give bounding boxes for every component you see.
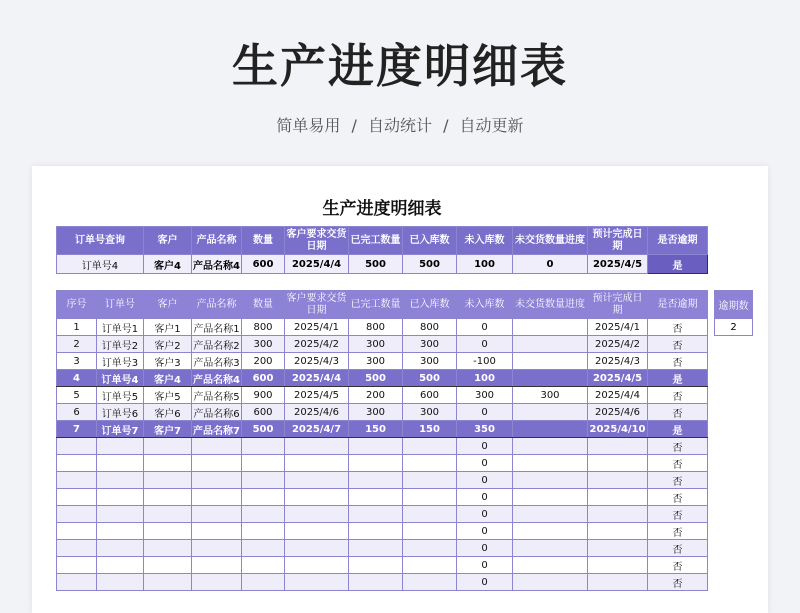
- table-cell[interactable]: [97, 523, 144, 540]
- table-row: [57, 370, 708, 387]
- table-cell[interactable]: 否: [648, 438, 708, 455]
- table-cell[interactable]: 3: [57, 353, 97, 370]
- table-row: [57, 404, 708, 421]
- table-row: [57, 540, 708, 557]
- table-cell[interactable]: [242, 540, 285, 557]
- table-cell[interactable]: 0: [457, 336, 513, 353]
- table-cell[interactable]: [403, 557, 457, 574]
- table-row: [57, 472, 708, 489]
- table-cell[interactable]: 否: [648, 540, 708, 557]
- table-cell[interactable]: [513, 421, 588, 438]
- table-cell[interactable]: 客户4: [144, 370, 192, 387]
- order-query-table: [56, 226, 708, 274]
- table-cell[interactable]: 200: [242, 353, 285, 370]
- query-result-row: [57, 255, 708, 274]
- table-cell[interactable]: [403, 472, 457, 489]
- table-cell[interactable]: 600: [242, 370, 285, 387]
- table-cell[interactable]: [57, 489, 97, 506]
- table-cell[interactable]: [144, 455, 192, 472]
- table-cell[interactable]: [349, 506, 403, 523]
- table-cell[interactable]: 5: [57, 387, 97, 404]
- table-row: [57, 523, 708, 540]
- table-header-cell: 序号: [57, 291, 97, 319]
- table-cell[interactable]: 350: [457, 421, 513, 438]
- table-cell[interactable]: [285, 472, 349, 489]
- query-header-cell: 数量: [242, 227, 285, 255]
- table-cell[interactable]: 2025/4/2: [285, 336, 349, 353]
- table-cell[interactable]: [57, 557, 97, 574]
- table-cell[interactable]: 150: [403, 421, 457, 438]
- table-cell[interactable]: [285, 557, 349, 574]
- table-cell[interactable]: [192, 506, 242, 523]
- table-cell[interactable]: [242, 523, 285, 540]
- table-cell[interactable]: [349, 557, 403, 574]
- table-cell[interactable]: [513, 353, 588, 370]
- table-header-cell: 是否逾期: [648, 291, 708, 319]
- table-cell[interactable]: 订单号6: [97, 404, 144, 421]
- table-cell[interactable]: 2025/4/3: [588, 353, 648, 370]
- table-cell[interactable]: [588, 557, 648, 574]
- table-cell[interactable]: [97, 438, 144, 455]
- table-cell[interactable]: [403, 506, 457, 523]
- overdue-count-label: 逾期数: [715, 291, 753, 319]
- table-cell[interactable]: [57, 523, 97, 540]
- table-cell[interactable]: 0: [457, 557, 513, 574]
- query-overdue-cell: 是: [648, 255, 708, 274]
- query-cell: 600: [242, 255, 285, 274]
- table-cell[interactable]: 产品名称1: [192, 319, 242, 336]
- table-cell[interactable]: 4: [57, 370, 97, 387]
- table-cell[interactable]: 产品名称5: [192, 387, 242, 404]
- table-cell[interactable]: 订单号2: [97, 336, 144, 353]
- table-cell[interactable]: [513, 455, 588, 472]
- overdue-count-table: [714, 290, 753, 336]
- table-row: [57, 336, 708, 353]
- table-cell[interactable]: 300: [403, 404, 457, 421]
- table-cell[interactable]: [513, 319, 588, 336]
- table-cell[interactable]: 0: [457, 404, 513, 421]
- table-cell[interactable]: 200: [349, 387, 403, 404]
- table-cell[interactable]: [588, 472, 648, 489]
- table-row: [57, 557, 708, 574]
- table-cell[interactable]: [144, 540, 192, 557]
- table-cell[interactable]: [588, 540, 648, 557]
- table-cell[interactable]: [57, 472, 97, 489]
- table-cell[interactable]: 客户2: [144, 336, 192, 353]
- table-cell[interactable]: [403, 523, 457, 540]
- table-row: [57, 438, 708, 455]
- query-cell: 产品名称4: [192, 255, 242, 274]
- table-header-cell: 产品名称: [192, 291, 242, 319]
- table-cell[interactable]: [97, 489, 144, 506]
- table-cell[interactable]: [57, 574, 97, 591]
- table-cell[interactable]: 900: [242, 387, 285, 404]
- table-cell[interactable]: 订单号1: [97, 319, 144, 336]
- table-cell[interactable]: [144, 523, 192, 540]
- table-cell[interactable]: 否: [648, 506, 708, 523]
- table-cell[interactable]: 客户6: [144, 404, 192, 421]
- table-header-cell: 预计完成日期: [588, 291, 648, 319]
- table-cell[interactable]: [403, 489, 457, 506]
- table-cell[interactable]: [588, 523, 648, 540]
- table-cell[interactable]: 150: [349, 421, 403, 438]
- table-header-cell: 已完工数量: [349, 291, 403, 319]
- table-cell[interactable]: 600: [242, 404, 285, 421]
- table-cell[interactable]: [285, 523, 349, 540]
- query-header-cell: 客户要求交货日期: [285, 227, 349, 255]
- table-cell[interactable]: 否: [648, 404, 708, 421]
- table-cell[interactable]: 2025/4/7: [285, 421, 349, 438]
- table-cell[interactable]: [513, 489, 588, 506]
- table-cell[interactable]: 300: [242, 336, 285, 353]
- table-cell[interactable]: [588, 574, 648, 591]
- table-cell[interactable]: 否: [648, 557, 708, 574]
- table-cell[interactable]: [192, 557, 242, 574]
- table-cell[interactable]: [513, 336, 588, 353]
- table-cell[interactable]: 2025/4/3: [285, 353, 349, 370]
- table-cell[interactable]: [192, 574, 242, 591]
- table-cell[interactable]: 300: [513, 387, 588, 404]
- table-cell[interactable]: 1: [57, 319, 97, 336]
- table-cell[interactable]: 0: [457, 455, 513, 472]
- table-cell[interactable]: 否: [648, 319, 708, 336]
- table-cell[interactable]: [588, 489, 648, 506]
- table-cell[interactable]: [513, 370, 588, 387]
- table-cell[interactable]: [513, 574, 588, 591]
- table-cell[interactable]: 2025/4/5: [285, 387, 349, 404]
- query-cell: 500: [349, 255, 403, 274]
- query-cell: 客户4: [144, 255, 192, 274]
- query-cell: 2025/4/5: [588, 255, 648, 274]
- table-cell[interactable]: 100: [457, 370, 513, 387]
- query-header-cell: 预计完成日期: [588, 227, 648, 255]
- table-cell[interactable]: 产品名称7: [192, 421, 242, 438]
- table-cell[interactable]: 2025/4/4: [285, 370, 349, 387]
- table-row: [57, 489, 708, 506]
- table-cell[interactable]: [242, 574, 285, 591]
- query-cell: 500: [403, 255, 457, 274]
- table-cell[interactable]: 订单号4: [97, 370, 144, 387]
- table-cell[interactable]: [242, 455, 285, 472]
- table-cell[interactable]: [144, 506, 192, 523]
- table-cell[interactable]: 300: [349, 336, 403, 353]
- table-cell[interactable]: 300: [349, 404, 403, 421]
- query-cell: 100: [457, 255, 513, 274]
- table-header-cell: 客户要求交货日期: [285, 291, 349, 319]
- table-cell[interactable]: 2025/4/6: [588, 404, 648, 421]
- query-header-cell: 订单号查询: [57, 227, 144, 255]
- table-cell[interactable]: [97, 540, 144, 557]
- table-cell[interactable]: [588, 455, 648, 472]
- table-cell[interactable]: 2025/4/1: [285, 319, 349, 336]
- table-cell[interactable]: [285, 455, 349, 472]
- table-cell[interactable]: 客户3: [144, 353, 192, 370]
- table-cell[interactable]: [57, 455, 97, 472]
- table-cell[interactable]: 6: [57, 404, 97, 421]
- table-cell[interactable]: 客户7: [144, 421, 192, 438]
- table-cell[interactable]: [349, 540, 403, 557]
- table-cell[interactable]: [403, 455, 457, 472]
- table-row: [57, 387, 708, 404]
- table-cell[interactable]: [349, 523, 403, 540]
- table-cell[interactable]: [97, 557, 144, 574]
- table-cell[interactable]: 0: [457, 506, 513, 523]
- table-row: [57, 574, 708, 591]
- table-header-cell: 客户: [144, 291, 192, 319]
- table-cell[interactable]: [403, 574, 457, 591]
- table-cell[interactable]: [242, 557, 285, 574]
- table-cell[interactable]: -100: [457, 353, 513, 370]
- table-row: [57, 421, 708, 438]
- table-cell[interactable]: 600: [403, 387, 457, 404]
- table-cell[interactable]: [513, 540, 588, 557]
- table-cell[interactable]: [57, 438, 97, 455]
- table-cell[interactable]: 否: [648, 387, 708, 404]
- table-cell[interactable]: [513, 404, 588, 421]
- table-row: [57, 353, 708, 370]
- table-cell[interactable]: [97, 455, 144, 472]
- query-header-cell: 客户: [144, 227, 192, 255]
- table-cell[interactable]: 否: [648, 574, 708, 591]
- table-cell[interactable]: 300: [457, 387, 513, 404]
- table-header-cell: 已入库数: [403, 291, 457, 319]
- table-cell[interactable]: [349, 489, 403, 506]
- table-cell[interactable]: [97, 574, 144, 591]
- table-cell[interactable]: [513, 472, 588, 489]
- spreadsheet-sheet: [32, 166, 768, 613]
- table-cell[interactable]: 0: [457, 489, 513, 506]
- table-cell[interactable]: [285, 438, 349, 455]
- table-cell[interactable]: 2025/4/10: [588, 421, 648, 438]
- table-cell[interactable]: [192, 523, 242, 540]
- table-cell[interactable]: 否: [648, 523, 708, 540]
- table-cell[interactable]: 800: [403, 319, 457, 336]
- table-cell[interactable]: 500: [349, 370, 403, 387]
- table-row: [57, 455, 708, 472]
- page-subtitle: 简单易用 / 自动统计 / 自动更新: [276, 116, 524, 135]
- table-cell[interactable]: [242, 472, 285, 489]
- table-cell[interactable]: 否: [648, 489, 708, 506]
- table-cell[interactable]: [403, 438, 457, 455]
- table-cell[interactable]: [285, 489, 349, 506]
- table-cell[interactable]: 是: [648, 421, 708, 438]
- table-cell[interactable]: 2025/4/5: [588, 370, 648, 387]
- table-cell[interactable]: 订单号7: [97, 421, 144, 438]
- table-header-cell: 数量: [242, 291, 285, 319]
- query-header-cell: 已入库数: [403, 227, 457, 255]
- table-cell[interactable]: 0: [457, 540, 513, 557]
- table-cell[interactable]: 0: [457, 319, 513, 336]
- table-cell[interactable]: 2025/4/2: [588, 336, 648, 353]
- table-cell[interactable]: [192, 472, 242, 489]
- table-cell[interactable]: [144, 472, 192, 489]
- table-row: [57, 319, 708, 336]
- table-row: [57, 506, 708, 523]
- query-header-cell: 是否逾期: [648, 227, 708, 255]
- table-cell[interactable]: [144, 557, 192, 574]
- table-cell[interactable]: 产品名称4: [192, 370, 242, 387]
- table-cell[interactable]: 2025/4/6: [285, 404, 349, 421]
- table-cell[interactable]: 否: [648, 353, 708, 370]
- table-cell[interactable]: 300: [403, 353, 457, 370]
- table-cell[interactable]: [285, 540, 349, 557]
- table-header-cell: 订单号: [97, 291, 144, 319]
- table-cell[interactable]: 500: [403, 370, 457, 387]
- table-cell[interactable]: 0: [457, 472, 513, 489]
- table-cell[interactable]: [97, 506, 144, 523]
- table-cell[interactable]: 2025/4/4: [588, 387, 648, 404]
- table-cell[interactable]: [285, 574, 349, 591]
- query-header-cell: 未入库数: [457, 227, 513, 255]
- table-cell[interactable]: 是: [648, 370, 708, 387]
- table-cell[interactable]: [242, 438, 285, 455]
- table-cell[interactable]: 2025/4/1: [588, 319, 648, 336]
- order-query-input[interactable]: 订单号4: [57, 255, 144, 274]
- table-cell[interactable]: 订单号5: [97, 387, 144, 404]
- table-cell[interactable]: 800: [349, 319, 403, 336]
- table-cell[interactable]: 否: [648, 455, 708, 472]
- table-cell[interactable]: 产品名称6: [192, 404, 242, 421]
- table-cell[interactable]: [513, 506, 588, 523]
- table-header-cell: 未交货数量进度: [513, 291, 588, 319]
- table-cell[interactable]: 300: [349, 353, 403, 370]
- table-cell[interactable]: [403, 540, 457, 557]
- table-cell[interactable]: [144, 574, 192, 591]
- table-cell[interactable]: [192, 540, 242, 557]
- table-cell[interactable]: [242, 506, 285, 523]
- table-cell[interactable]: [144, 489, 192, 506]
- overdue-count-value: 2: [715, 319, 753, 336]
- table-cell[interactable]: 客户1: [144, 319, 192, 336]
- table-cell[interactable]: 产品名称3: [192, 353, 242, 370]
- table-cell[interactable]: [57, 506, 97, 523]
- table-cell[interactable]: 800: [242, 319, 285, 336]
- table-header-cell: 未入库数: [457, 291, 513, 319]
- table-cell[interactable]: [513, 438, 588, 455]
- query-cell: 0: [513, 255, 588, 274]
- table-cell[interactable]: [349, 438, 403, 455]
- table-cell[interactable]: 500: [242, 421, 285, 438]
- table-cell[interactable]: 7: [57, 421, 97, 438]
- table-cell[interactable]: 0: [457, 438, 513, 455]
- table-cell[interactable]: [588, 438, 648, 455]
- query-cell: 2025/4/4: [285, 255, 349, 274]
- table-cell[interactable]: [349, 455, 403, 472]
- table-cell[interactable]: [57, 540, 97, 557]
- query-header-cell: 产品名称: [192, 227, 242, 255]
- table-cell[interactable]: 订单号3: [97, 353, 144, 370]
- production-table: [56, 290, 708, 591]
- table-cell[interactable]: [192, 455, 242, 472]
- table-cell[interactable]: [285, 506, 349, 523]
- table-cell[interactable]: [97, 472, 144, 489]
- table-cell[interactable]: [588, 506, 648, 523]
- table-cell[interactable]: [513, 557, 588, 574]
- table-cell[interactable]: [513, 523, 588, 540]
- table-cell[interactable]: [192, 438, 242, 455]
- table-cell[interactable]: 300: [403, 336, 457, 353]
- table-cell[interactable]: 客户5: [144, 387, 192, 404]
- table-cell[interactable]: 否: [648, 472, 708, 489]
- query-header-cell: 未交货数量进度: [513, 227, 588, 255]
- table-cell[interactable]: 0: [457, 523, 513, 540]
- query-header-cell: 已完工数量: [349, 227, 403, 255]
- table-cell[interactable]: 2: [57, 336, 97, 353]
- table-cell[interactable]: [349, 574, 403, 591]
- table-cell[interactable]: 产品名称2: [192, 336, 242, 353]
- table-cell[interactable]: [144, 438, 192, 455]
- table-cell[interactable]: [242, 489, 285, 506]
- table-cell[interactable]: [192, 489, 242, 506]
- table-cell[interactable]: 否: [648, 336, 708, 353]
- table-cell[interactable]: 0: [457, 574, 513, 591]
- table-cell[interactable]: [349, 472, 403, 489]
- page-title: 生产进度明细表: [232, 39, 568, 93]
- sheet-title: 生产进度明细表: [322, 199, 442, 219]
